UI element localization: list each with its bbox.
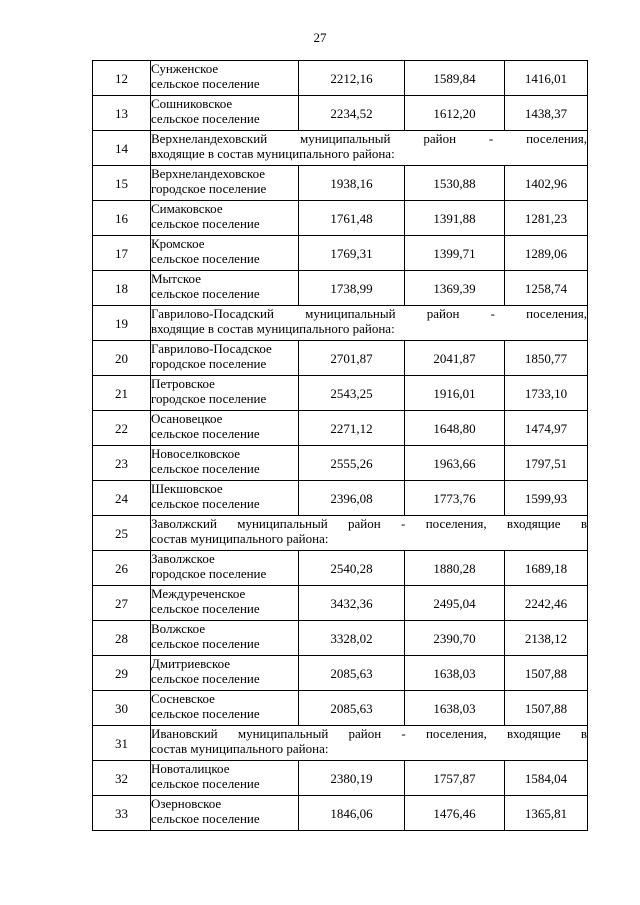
settlement-name xyxy=(151,201,299,236)
row-number: 26 xyxy=(93,551,151,586)
value-cell-1: 1938,16 xyxy=(299,166,405,201)
table-row xyxy=(93,446,588,481)
value-cell-2: 1589,84 xyxy=(405,61,505,96)
value-cell-3: 1289,06 xyxy=(505,236,588,271)
value-cell-1: 1769,31 xyxy=(299,236,405,271)
district-title-line2: входящие в состав муниципального района: xyxy=(151,146,395,161)
value-cell-1: 1761,48 xyxy=(299,201,405,236)
settlement-name-line1: Новоселковское xyxy=(151,446,241,461)
row-number: 24 xyxy=(93,481,151,516)
table-row xyxy=(93,621,588,656)
settlement-name xyxy=(151,481,299,516)
settlement-name-line1: Новоталицкое xyxy=(151,761,230,776)
row-number: 14 xyxy=(93,131,151,166)
value-cell-3: 1507,88 xyxy=(505,691,588,726)
value-cell-2: 1391,88 xyxy=(405,201,505,236)
value-cell-1: 2085,63 xyxy=(299,656,405,691)
district-title xyxy=(151,131,588,166)
value-cell-1: 3328,02 xyxy=(299,621,405,656)
value-cell-2: 1757,87 xyxy=(405,761,505,796)
value-cell-3: 1584,04 xyxy=(505,761,588,796)
settlement-name-line1: Междуреченское xyxy=(151,586,246,601)
settlement-type: сельское поселение xyxy=(151,706,260,721)
value-cell-3: 1474,97 xyxy=(505,411,588,446)
settlement-name-line1: Верхнеландеховское xyxy=(151,166,266,181)
row-number: 15 xyxy=(93,166,151,201)
settlement-name-line1: Кромское xyxy=(151,236,205,251)
value-cell-2: 1530,88 xyxy=(405,166,505,201)
settlement-name xyxy=(151,551,299,586)
settlement-type: сельское поселение xyxy=(151,496,260,511)
settlement-type: сельское поселение xyxy=(151,461,260,476)
settlement-name xyxy=(151,586,299,621)
district-header-row xyxy=(93,726,588,761)
value-cell-3: 1507,88 xyxy=(505,656,588,691)
settlement-type: сельское поселение xyxy=(151,671,260,686)
value-cell-2: 1399,71 xyxy=(405,236,505,271)
district-title xyxy=(151,516,588,551)
row-number: 28 xyxy=(93,621,151,656)
settlement-type: сельское поселение xyxy=(151,286,260,301)
table-row xyxy=(93,551,588,586)
value-cell-3: 1850,77 xyxy=(505,341,588,376)
value-cell-3: 2242,46 xyxy=(505,586,588,621)
settlement-type: городское поселение xyxy=(151,391,267,406)
value-cell-2: 1773,76 xyxy=(405,481,505,516)
district-title-line1: Верхнеландеховский муниципальный район - поселения, xyxy=(151,131,587,146)
row-number: 29 xyxy=(93,656,151,691)
table-row xyxy=(93,796,588,831)
row-number: 32 xyxy=(93,761,151,796)
page-number: 27 xyxy=(313,30,327,45)
value-cell-1: 2234,52 xyxy=(299,96,405,131)
value-cell-3: 1402,96 xyxy=(505,166,588,201)
row-number: 33 xyxy=(93,796,151,831)
value-cell-3: 1281,23 xyxy=(505,201,588,236)
value-cell-2: 1476,46 xyxy=(405,796,505,831)
district-title-line1: Гаврилово-Посадский муниципальный район - поселения, xyxy=(151,306,587,321)
settlement-type: сельское поселение xyxy=(151,811,260,826)
value-cell-2: 1638,03 xyxy=(405,691,505,726)
settlement-type: сельское поселение xyxy=(151,111,260,126)
table-row xyxy=(93,656,588,691)
row-number: 30 xyxy=(93,691,151,726)
settlement-name-line1: Симаковское xyxy=(151,201,223,216)
settlement-name-line1: Сунженское xyxy=(151,61,219,76)
settlement-type: городское поселение xyxy=(151,181,267,196)
row-number: 12 xyxy=(93,61,151,96)
district-title-line2: состав муниципального района: xyxy=(151,741,329,756)
district-title-line2: состав муниципального района: xyxy=(151,531,329,546)
row-number: 31 xyxy=(93,726,151,761)
value-cell-1: 2555,26 xyxy=(299,446,405,481)
settlement-type: сельское поселение xyxy=(151,76,260,91)
value-cell-1: 1738,99 xyxy=(299,271,405,306)
district-title xyxy=(151,726,588,761)
value-cell-2: 1369,39 xyxy=(405,271,505,306)
value-cell-2: 1880,28 xyxy=(405,551,505,586)
settlement-name xyxy=(151,61,299,96)
value-cell-3: 1689,18 xyxy=(505,551,588,586)
value-cell-1: 2540,28 xyxy=(299,551,405,586)
district-title-line1: Ивановский муниципальный район - поселения, входящие в xyxy=(151,726,587,741)
settlement-name xyxy=(151,621,299,656)
value-cell-1: 2085,63 xyxy=(299,691,405,726)
settlement-type: сельское поселение xyxy=(151,426,260,441)
settlement-name-line1: Сошниковское xyxy=(151,96,233,111)
value-cell-2: 2041,87 xyxy=(405,341,505,376)
value-cell-3: 1416,01 xyxy=(505,61,588,96)
row-number: 23 xyxy=(93,446,151,481)
table-row xyxy=(93,96,588,131)
settlement-type: сельское поселение xyxy=(151,216,260,231)
settlement-name xyxy=(151,761,299,796)
value-cell-3: 1258,74 xyxy=(505,271,588,306)
district-header-row xyxy=(93,516,588,551)
settlement-name xyxy=(151,96,299,131)
settlement-name xyxy=(151,341,299,376)
settlement-type: сельское поселение xyxy=(151,601,260,616)
settlement-name-line1: Сосневское xyxy=(151,691,215,706)
table-row xyxy=(93,341,588,376)
settlement-name-line1: Заволжское xyxy=(151,551,215,566)
settlement-name xyxy=(151,271,299,306)
table-row xyxy=(93,691,588,726)
settlement-type: городское поселение xyxy=(151,356,267,371)
settlement-name-line1: Петровское xyxy=(151,376,215,391)
value-cell-2: 1963,66 xyxy=(405,446,505,481)
table-row xyxy=(93,61,588,96)
row-number: 25 xyxy=(93,516,151,551)
row-number: 21 xyxy=(93,376,151,411)
value-cell-2: 1612,20 xyxy=(405,96,505,131)
settlement-name xyxy=(151,411,299,446)
district-title-line1: Заволжский муниципальный район - поселения, входящие в xyxy=(151,516,587,531)
settlement-name-line1: Шекшовское xyxy=(151,481,223,496)
district-header-row xyxy=(93,306,588,341)
settlement-name xyxy=(151,236,299,271)
settlement-name-line1: Мытское xyxy=(151,271,201,286)
row-number: 16 xyxy=(93,201,151,236)
settlement-name xyxy=(151,376,299,411)
district-title xyxy=(151,306,588,341)
value-cell-2: 1638,03 xyxy=(405,656,505,691)
value-cell-1: 2380,19 xyxy=(299,761,405,796)
settlement-type: сельское поселение xyxy=(151,776,260,791)
district-header-row xyxy=(93,131,588,166)
value-cell-3: 1438,37 xyxy=(505,96,588,131)
value-cell-1: 3432,36 xyxy=(299,586,405,621)
settlement-type: сельское поселение xyxy=(151,251,260,266)
table-row xyxy=(93,411,588,446)
table-row xyxy=(93,376,588,411)
row-number: 19 xyxy=(93,306,151,341)
row-number: 22 xyxy=(93,411,151,446)
table-row xyxy=(93,236,588,271)
row-number: 18 xyxy=(93,271,151,306)
settlement-name xyxy=(151,446,299,481)
table-row xyxy=(93,166,588,201)
value-cell-3: 1733,10 xyxy=(505,376,588,411)
settlement-name-line1: Дмитриевское xyxy=(151,656,231,671)
value-cell-3: 1365,81 xyxy=(505,796,588,831)
value-cell-2: 1648,80 xyxy=(405,411,505,446)
value-cell-1: 2543,25 xyxy=(299,376,405,411)
table-row xyxy=(93,761,588,796)
value-cell-1: 2271,12 xyxy=(299,411,405,446)
tariff-table xyxy=(92,60,588,831)
settlement-name xyxy=(151,656,299,691)
row-number: 13 xyxy=(93,96,151,131)
value-cell-2: 2390,70 xyxy=(405,621,505,656)
value-cell-1: 1846,06 xyxy=(299,796,405,831)
row-number: 20 xyxy=(93,341,151,376)
settlement-name-line1: Гаврилово-Посадское xyxy=(151,341,272,356)
value-cell-1: 2212,16 xyxy=(299,61,405,96)
value-cell-2: 2495,04 xyxy=(405,586,505,621)
row-number: 27 xyxy=(93,586,151,621)
row-number: 17 xyxy=(93,236,151,271)
table-body xyxy=(93,61,588,831)
value-cell-1: 2396,08 xyxy=(299,481,405,516)
settlement-name xyxy=(151,166,299,201)
value-cell-3: 1797,51 xyxy=(505,446,588,481)
table-row xyxy=(93,201,588,236)
value-cell-3: 1599,93 xyxy=(505,481,588,516)
settlement-name xyxy=(151,796,299,831)
district-title-line2: входящие в состав муниципального района: xyxy=(151,321,395,336)
settlement-name-line1: Волжское xyxy=(151,621,206,636)
settlement-name-line1: Озерновское xyxy=(151,796,222,811)
value-cell-1: 2701,87 xyxy=(299,341,405,376)
table-row xyxy=(93,481,588,516)
settlement-type: сельское поселение xyxy=(151,636,260,651)
settlement-name xyxy=(151,691,299,726)
table-row xyxy=(93,271,588,306)
table-row xyxy=(93,586,588,621)
settlement-name-line1: Осановецкое xyxy=(151,411,223,426)
settlement-type: городское поселение xyxy=(151,566,267,581)
value-cell-3: 2138,12 xyxy=(505,621,588,656)
value-cell-2: 1916,01 xyxy=(405,376,505,411)
